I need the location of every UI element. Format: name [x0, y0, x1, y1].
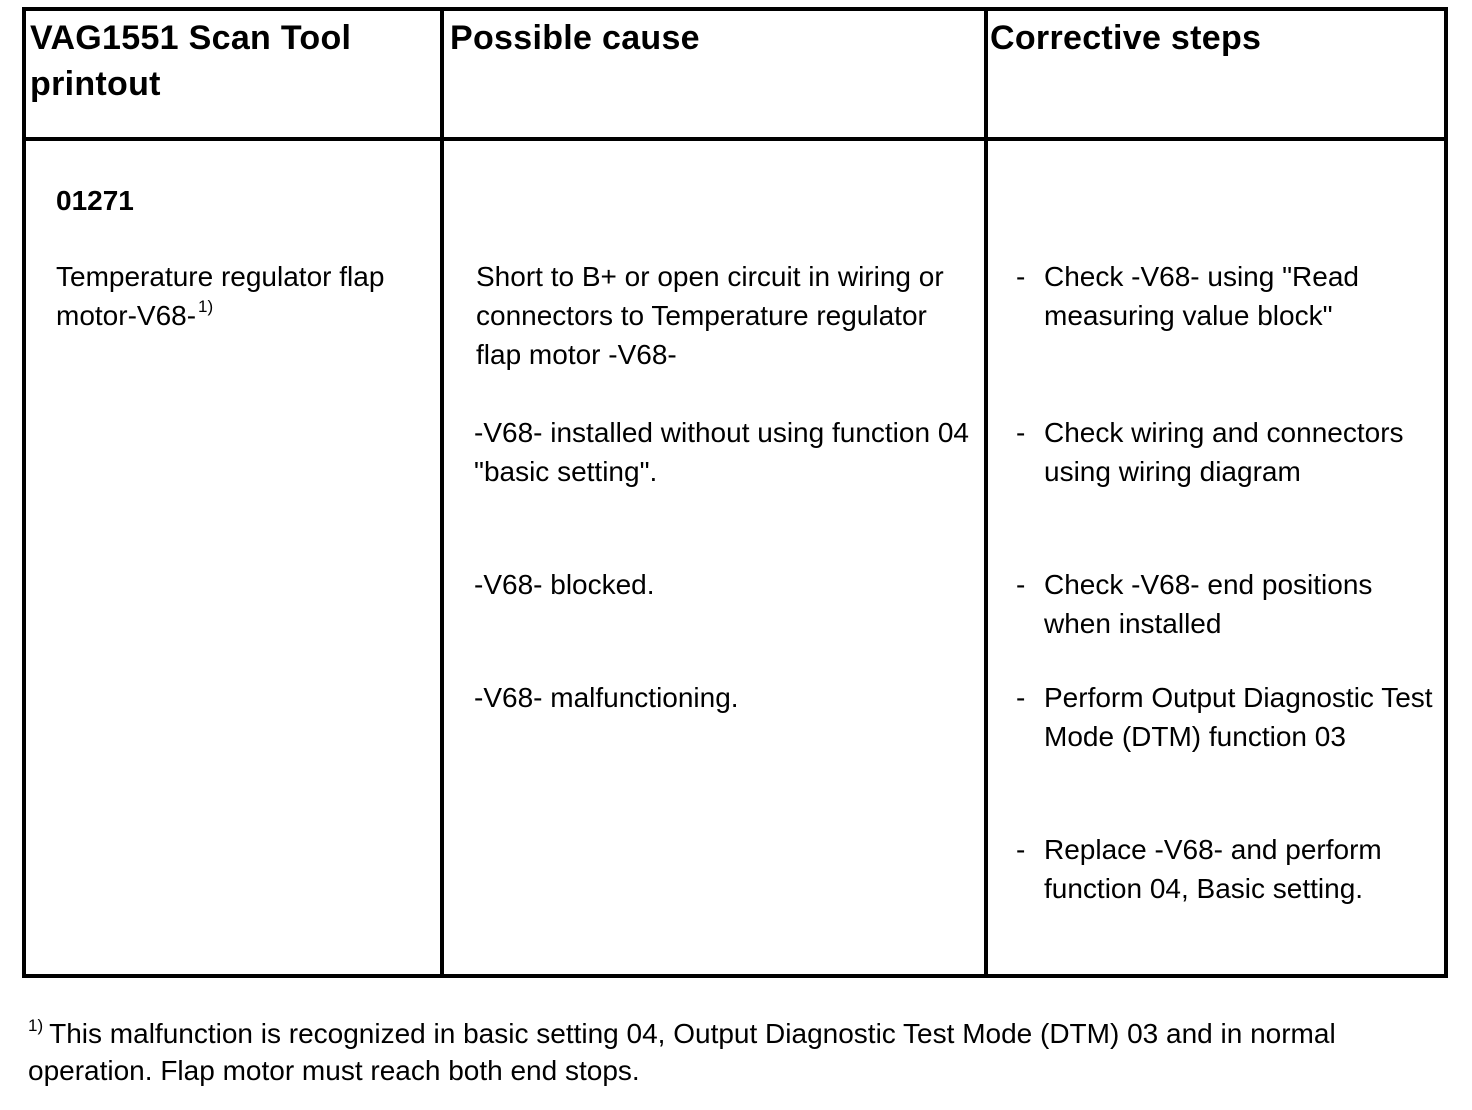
cause-item: -V68- blocked. [474, 569, 655, 600]
header-divider [26, 137, 1444, 141]
step-text: Check -V68- using "Read measuring value block" [1044, 261, 1359, 331]
component-name [56, 257, 436, 335]
component-label: Temperature regulator flap motor-V68- [56, 261, 385, 331]
header-scan-tool-printout: VAG1551 Scan Tool printout [30, 19, 352, 103]
step-bullet: - [1016, 261, 1026, 292]
step-item [1016, 678, 1436, 756]
footnote-marker: 1) [198, 297, 214, 316]
column-divider [440, 11, 444, 974]
cause-item: Short to B+ or open circuit in wiring or connectors to Temperature regulator flap motor -V68- [476, 261, 944, 370]
step-item [1016, 257, 1436, 335]
step-text: Replace -V68- and perform function 04, Basic setting. [1044, 834, 1382, 904]
step-item [1016, 413, 1436, 491]
step-text: Perform Output Diagnostic Test Mode (DTM) function 03 [1044, 682, 1433, 752]
step-bullet: - [1016, 569, 1026, 600]
fault-code: 01271 [56, 185, 134, 216]
step-text: Check wiring and connectors using wiring diagram [1044, 417, 1404, 487]
header-possible-cause: Possible cause [450, 19, 700, 57]
cause-item: -V68- installed without using function 04 "basic setting". [474, 417, 969, 487]
step-item [1016, 830, 1436, 908]
step-bullet: - [1016, 682, 1026, 713]
footnote [28, 1015, 1448, 1089]
header-corrective-steps: Corrective steps [990, 19, 1262, 57]
step-bullet: - [1016, 417, 1026, 448]
column-divider [984, 11, 988, 974]
diagnostic-table [22, 7, 1448, 978]
cause-item: -V68- malfunctioning. [474, 682, 739, 713]
step-bullet: - [1016, 834, 1026, 865]
step-text: Check -V68- end positions when installed [1044, 569, 1373, 639]
step-item [1016, 565, 1436, 643]
footnote-text: This malfunction is recognized in basic setting 04, Output Diagnostic Test Mode (DTM) 03 and in normal operation. Flap motor must reach both end stops. [28, 1018, 1336, 1086]
footnote-marker: 1) [28, 1016, 44, 1035]
